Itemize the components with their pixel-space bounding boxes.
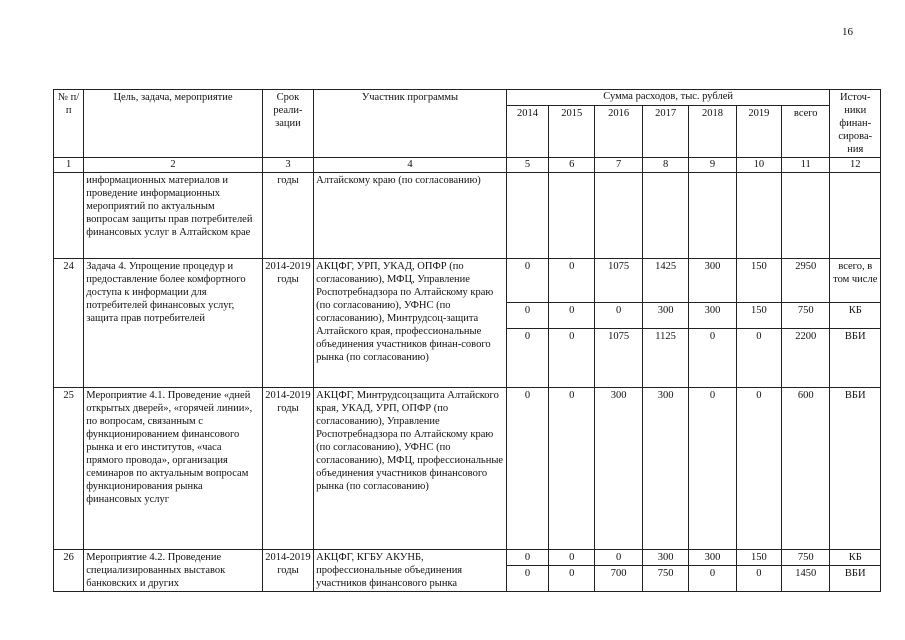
column-number: 1: [54, 158, 84, 173]
row-participant: АКЦФГ, Минтрудсоцзащита Алтайского края, УКАД, УРП, ОПФР (по согласованию), Управление Роспотребнадзора по Алтайскому краю (по согласованию), УФНС (по согласованию), МФЦ, профессиональные объединения участников финансового рынка (по согласованию): [314, 388, 507, 550]
page-number: 16: [842, 26, 853, 38]
table-row: [54, 388, 881, 550]
row-participant: Алтайскому краю (по согласованию): [314, 173, 507, 259]
column-number: 6: [549, 158, 595, 173]
amount-cell: 0: [549, 388, 595, 550]
amount-cell: 0: [736, 329, 781, 388]
amount-total-cell: 600: [782, 388, 830, 550]
header-participant: Участник программы: [314, 90, 507, 158]
source-cell: ВБИ: [830, 388, 881, 550]
header-year-total: всего: [782, 106, 830, 158]
amount-cell: 0: [506, 550, 548, 566]
amount-cell: 0: [689, 329, 736, 388]
header-year: 2015: [549, 106, 595, 158]
header-no: № п/п: [54, 90, 84, 158]
amount-cell: 150: [736, 550, 781, 566]
header-year: 2019: [736, 106, 781, 158]
header-goal: Цель, задача, мероприятие: [84, 90, 262, 158]
amount-cell: 300: [642, 388, 688, 550]
header-year: 2014: [506, 106, 548, 158]
column-number: 9: [689, 158, 736, 173]
header-year: 2017: [642, 106, 688, 158]
column-number: 11: [782, 158, 830, 173]
column-number: 2: [84, 158, 262, 173]
amount-total-cell: 1450: [782, 566, 830, 592]
amount-cell: 0: [549, 550, 595, 566]
row-term: годы: [262, 173, 313, 259]
amount-cell: 0: [595, 303, 642, 329]
amount-cell: 300: [595, 388, 642, 550]
amount-cell: 0: [549, 259, 595, 303]
row-no: [54, 173, 84, 259]
amount-cell: 700: [595, 566, 642, 592]
amount-cell: 0: [549, 566, 595, 592]
table-row: [54, 259, 881, 303]
source-cell: ВБИ: [830, 566, 881, 592]
source-cell: всего, в том числе: [830, 259, 881, 303]
amount-cell: 300: [642, 303, 688, 329]
header-year: 2018: [689, 106, 736, 158]
amount-cell: 1125: [642, 329, 688, 388]
header-row: [54, 90, 881, 106]
amount-cell: 0: [506, 566, 548, 592]
program-table: [53, 89, 881, 592]
amount-cell: 1075: [595, 259, 642, 303]
amount-cell: 300: [689, 550, 736, 566]
amount-cell: 300: [689, 303, 736, 329]
amount-cell: 1425: [642, 259, 688, 303]
header-term: Срок реали-зации: [262, 90, 313, 158]
column-number: 7: [595, 158, 642, 173]
column-number: 8: [642, 158, 688, 173]
header-year: 2016: [595, 106, 642, 158]
row-goal: Мероприятие 4.2. Проведение специализированных выставок банковских и других: [84, 550, 262, 592]
row-goal: Задача 4. Упрощение процедур и предоставление более комфортного доступа к информации для потребителей финансовых услуг, защита прав потребителей: [84, 259, 262, 388]
amount-cell: 0: [736, 566, 781, 592]
source-cell: ВБИ: [830, 329, 881, 388]
amount-cell: 1075: [595, 329, 642, 388]
column-number: 12: [830, 158, 881, 173]
row-participant: АКЦФГ, УРП, УКАД, ОПФР (по согласованию), МФЦ, Управление Роспотребнадзора по Алтайскому краю (по согласованию), УФНС (по согласованию), Минтрудсоц-защита Алтайского края, профессиональные объединения участников финан-сового рынка (по согласованию): [314, 259, 507, 388]
amount-cell: 0: [689, 388, 736, 550]
row-term: 2014-2019 годы: [262, 259, 313, 388]
amount-cell: 150: [736, 303, 781, 329]
row-no: 25: [54, 388, 84, 550]
amount-cell: 300: [689, 259, 736, 303]
header-source: Источ-ники финан-сирова-ния: [830, 90, 881, 158]
amount-cell: 750: [642, 566, 688, 592]
row-term: 2014-2019 годы: [262, 388, 313, 550]
table-row: [54, 173, 881, 259]
column-number-row: [54, 158, 881, 173]
row-participant: АКЦФГ, КГБУ АКУНБ, профессиональные объединения участников финансового рынка: [314, 550, 507, 592]
amount-total-cell: 750: [782, 303, 830, 329]
source-cell: КБ: [830, 550, 881, 566]
table-row: [54, 550, 881, 566]
amount-cell: 0: [736, 388, 781, 550]
amount-cell: 0: [506, 329, 548, 388]
column-number: 5: [506, 158, 548, 173]
amount-cell: 300: [642, 550, 688, 566]
amount-total-cell: 2200: [782, 329, 830, 388]
amount-cell: 150: [736, 259, 781, 303]
amount-cell: 0: [549, 329, 595, 388]
row-no: 26: [54, 550, 84, 592]
amount-cell: 0: [549, 303, 595, 329]
amount-cell: 0: [506, 303, 548, 329]
source-cell: КБ: [830, 303, 881, 329]
amount-cell: 0: [595, 550, 642, 566]
row-goal: Мероприятие 4.1. Проведение «дней открытых дверей», «горячей линии», по вопросам, связанным с функционированием финансового рынка и его институтов, «часа прямого провода», организация семинаров по актуальным вопросам функционирования рынка финансовых услуг: [84, 388, 262, 550]
header-sum: Сумма расходов, тыс. рублей: [506, 90, 830, 106]
column-number: 4: [314, 158, 507, 173]
row-term: 2014-2019 годы: [262, 550, 313, 592]
column-number: 3: [262, 158, 313, 173]
amount-cell: 0: [506, 259, 548, 303]
column-number: 10: [736, 158, 781, 173]
amount-total-cell: 750: [782, 550, 830, 566]
amount-cell: 0: [506, 388, 548, 550]
row-goal: информационных материалов и проведение информационных мероприятий по актуальным вопросам защиты прав потребителей финансовых услуг в Алтайском крае: [84, 173, 262, 259]
amount-total-cell: 2950: [782, 259, 830, 303]
row-no: 24: [54, 259, 84, 388]
amount-cell: 0: [689, 566, 736, 592]
